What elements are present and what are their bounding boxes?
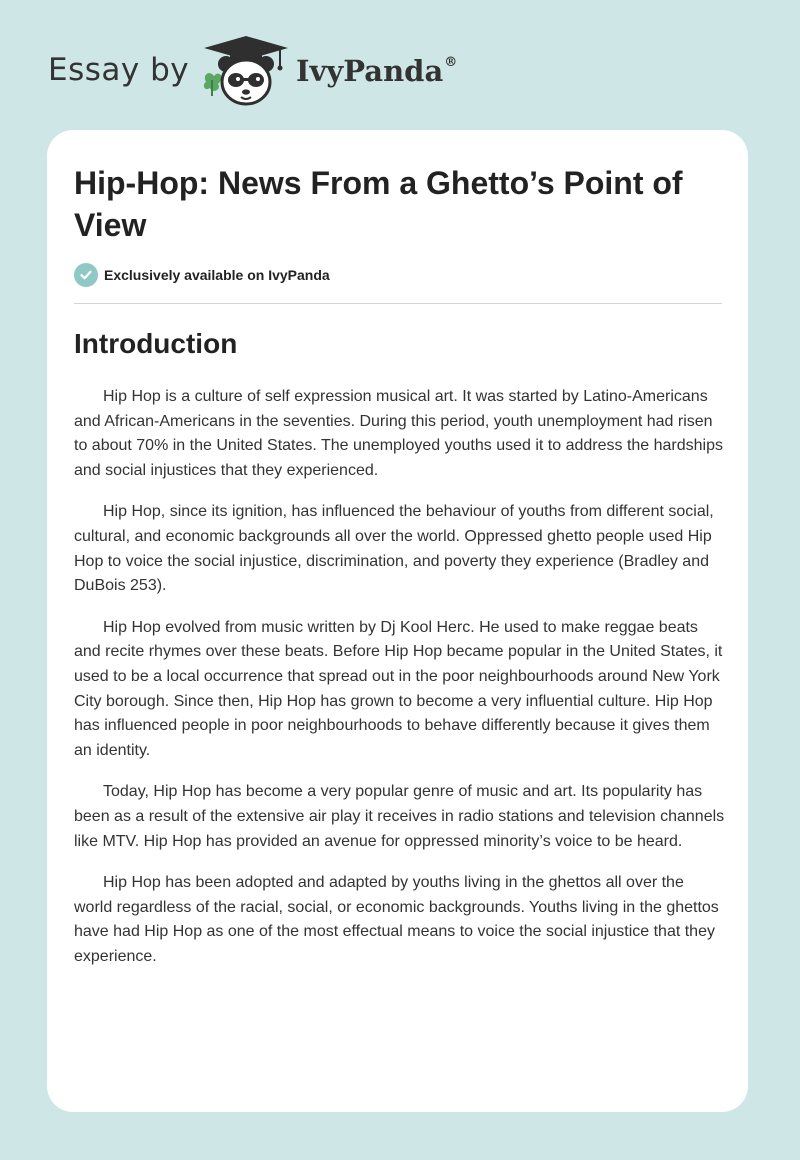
paragraph: Hip Hop is a culture of self expression musical art. It was started by Latino-Americans and African-Americans in the seventies. During this period, youth unemployment had risen to about 70% in the United States. The unemployed youths used it to address the hardships and social injustices that they experienced. <box>74 388 724 479</box>
panda-graduate-icon[interactable] <box>200 34 292 110</box>
paragraph: Hip Hop evolved from music written by Dj Kool Herc. He used to make reggae beats and recite rhymes over these beats. Before Hip Hop became popular in the United States, it used to be a local occurrence that spread out in the poor neighbourhoods around New York City borough. Since then, Hip Hop has grown to become a very influential culture. Hip Hop has influenced people in poor neighbourhoods to behave differently because it gives them an identity. <box>74 618 723 759</box>
essay-by-label: Essay by <box>48 52 190 88</box>
brand-label: IvyPanda <box>296 54 444 88</box>
site-header <box>0 0 800 120</box>
brand-name[interactable] <box>296 54 457 88</box>
paragraph: Hip Hop, since its ignition, has influenced the behaviour of youths from different social, cultural, and economic backgrounds all over the world. Oppressed ghetto people used Hip Hop to voice the social injustice, discrimination, and poverty they experience (Bradley and DuBois 253). <box>74 503 714 595</box>
divider <box>74 303 722 304</box>
section-heading: Introduction <box>74 328 238 359</box>
essay-body <box>74 385 726 986</box>
check-circle-icon <box>74 263 98 287</box>
essay-card <box>47 130 748 1112</box>
essay-title: Hip-Hop: News From a Ghetto’s Point of View <box>74 165 683 243</box>
paragraph: Today, Hip Hop has become a very popular genre of music and art. Its popularity has been as a result of the extensive air play it receives in radio stations and television channels like MTV. Hip Hop has provided an avenue for oppressed minority’s voice to be heard. <box>74 783 725 850</box>
exclusive-badge <box>74 262 330 288</box>
paragraph: Hip Hop has been adopted and adapted by youths living in the ghettos all over the world regardless of the racial, social, or economic backgrounds. Youths living in the ghettos have had Hip Hop as one of the most effectual means to voice the social injustice that they experience. <box>74 874 719 965</box>
exclusive-label: Exclusively available on IvyPanda <box>104 267 330 283</box>
registered-mark: ® <box>444 55 458 71</box>
